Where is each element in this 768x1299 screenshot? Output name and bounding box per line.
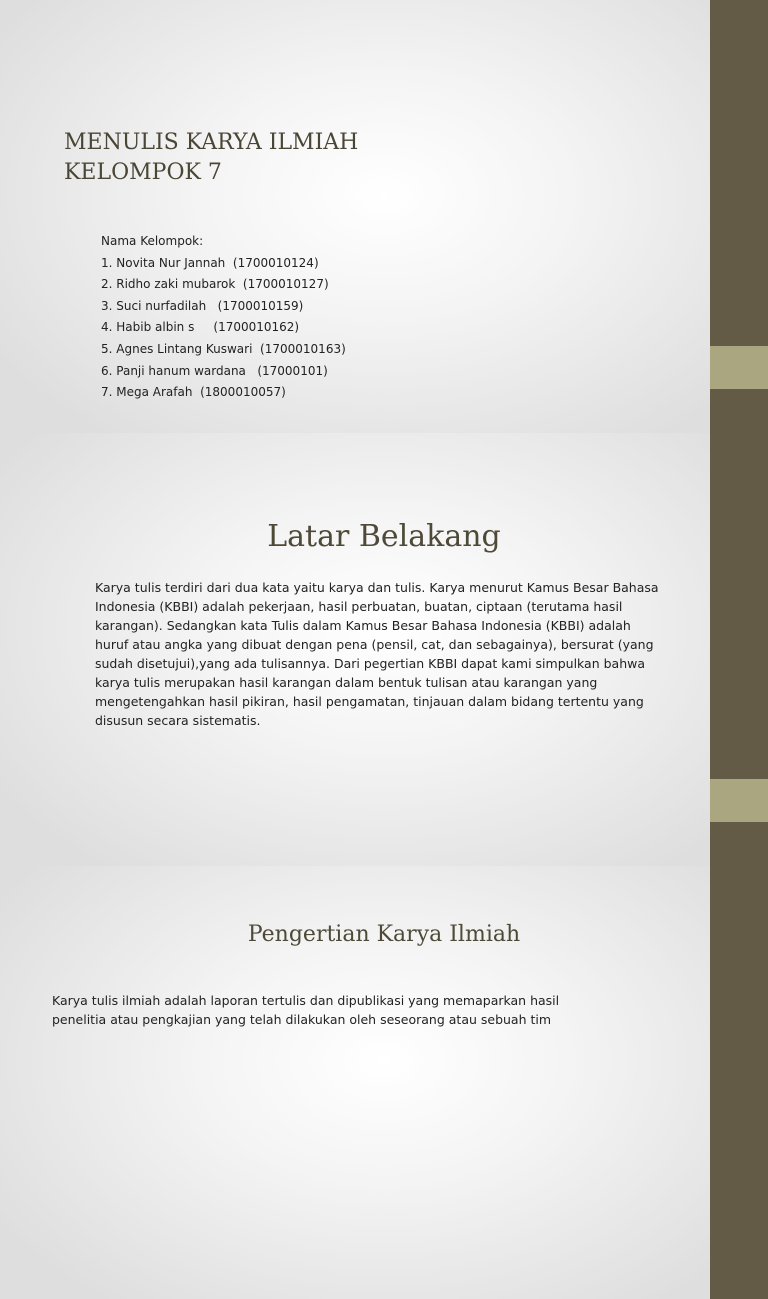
presentation-title xyxy=(64,128,358,188)
member-item: 6. Panji hanum wardana (17000101) xyxy=(101,363,328,378)
side-accent xyxy=(710,346,768,389)
member-item: 3. Suci nurfadilah (1700010159) xyxy=(101,298,304,313)
slide-body-text: Karya tulis ilmiah adalah laporan tertulis dan dipublikasi yang memaparkan hasil penelitia atau pengkajian yang telah dilakukan oleh seseorang atau sebuah tim xyxy=(52,993,560,1027)
slide-1 xyxy=(0,0,768,433)
slide-3 xyxy=(0,866,768,1299)
title-line-1: MENULIS KARYA ILMIAH xyxy=(64,130,359,155)
member-item: 4. Habib albin s (1700010162) xyxy=(101,320,300,335)
side-accent xyxy=(710,779,768,822)
slide-body-text: Karya tulis terdiri dari dua kata yaitu karya dan tulis. Karya menurut Kamus Besar Bahasa Indonesia (KBBI) adalah pekerjaan, hasil perbuatan, buatan, ciptaan (terutama hasil karangan). Sedangkan kata Tulis dalam Kamus Besar Bahasa Indonesia (KBBI) adalah huruf atau angka yang dibuat dengan pena (pensil, cat, dan sebagainya), bersurat (yang sudah disetujui),yang ada tulisannya. Dari pegertian KBBI dapat kami simpulkan bahwa karya tulis merupakan hasil karangan dalam bentuk tulisan atau karangan yang mengetengahkan hasil pikiran, hasil pengamatan, tinjauan dalam bidang tertentu yang disusun secara sistematis. xyxy=(95,580,659,728)
member-item: 2. Ridho zaki mubarok (1700010127) xyxy=(101,277,329,292)
title-line-2: KELOMPOK 7 xyxy=(64,160,222,185)
member-item: 5. Agnes Lintang Kuswari (1700010163) xyxy=(101,341,346,356)
member-item: 1. Novita Nur Jannah (1700010124) xyxy=(101,255,319,270)
slide-title: Latar Belakang xyxy=(267,519,501,554)
slide-title: Pengertian Karya Ilmiah xyxy=(247,922,521,947)
member-list-label: Nama Kelompok: xyxy=(101,234,204,248)
member-item: 7. Mega Arafah (1800010057) xyxy=(101,385,286,400)
member-list xyxy=(101,231,346,404)
slide-2 xyxy=(0,433,768,866)
